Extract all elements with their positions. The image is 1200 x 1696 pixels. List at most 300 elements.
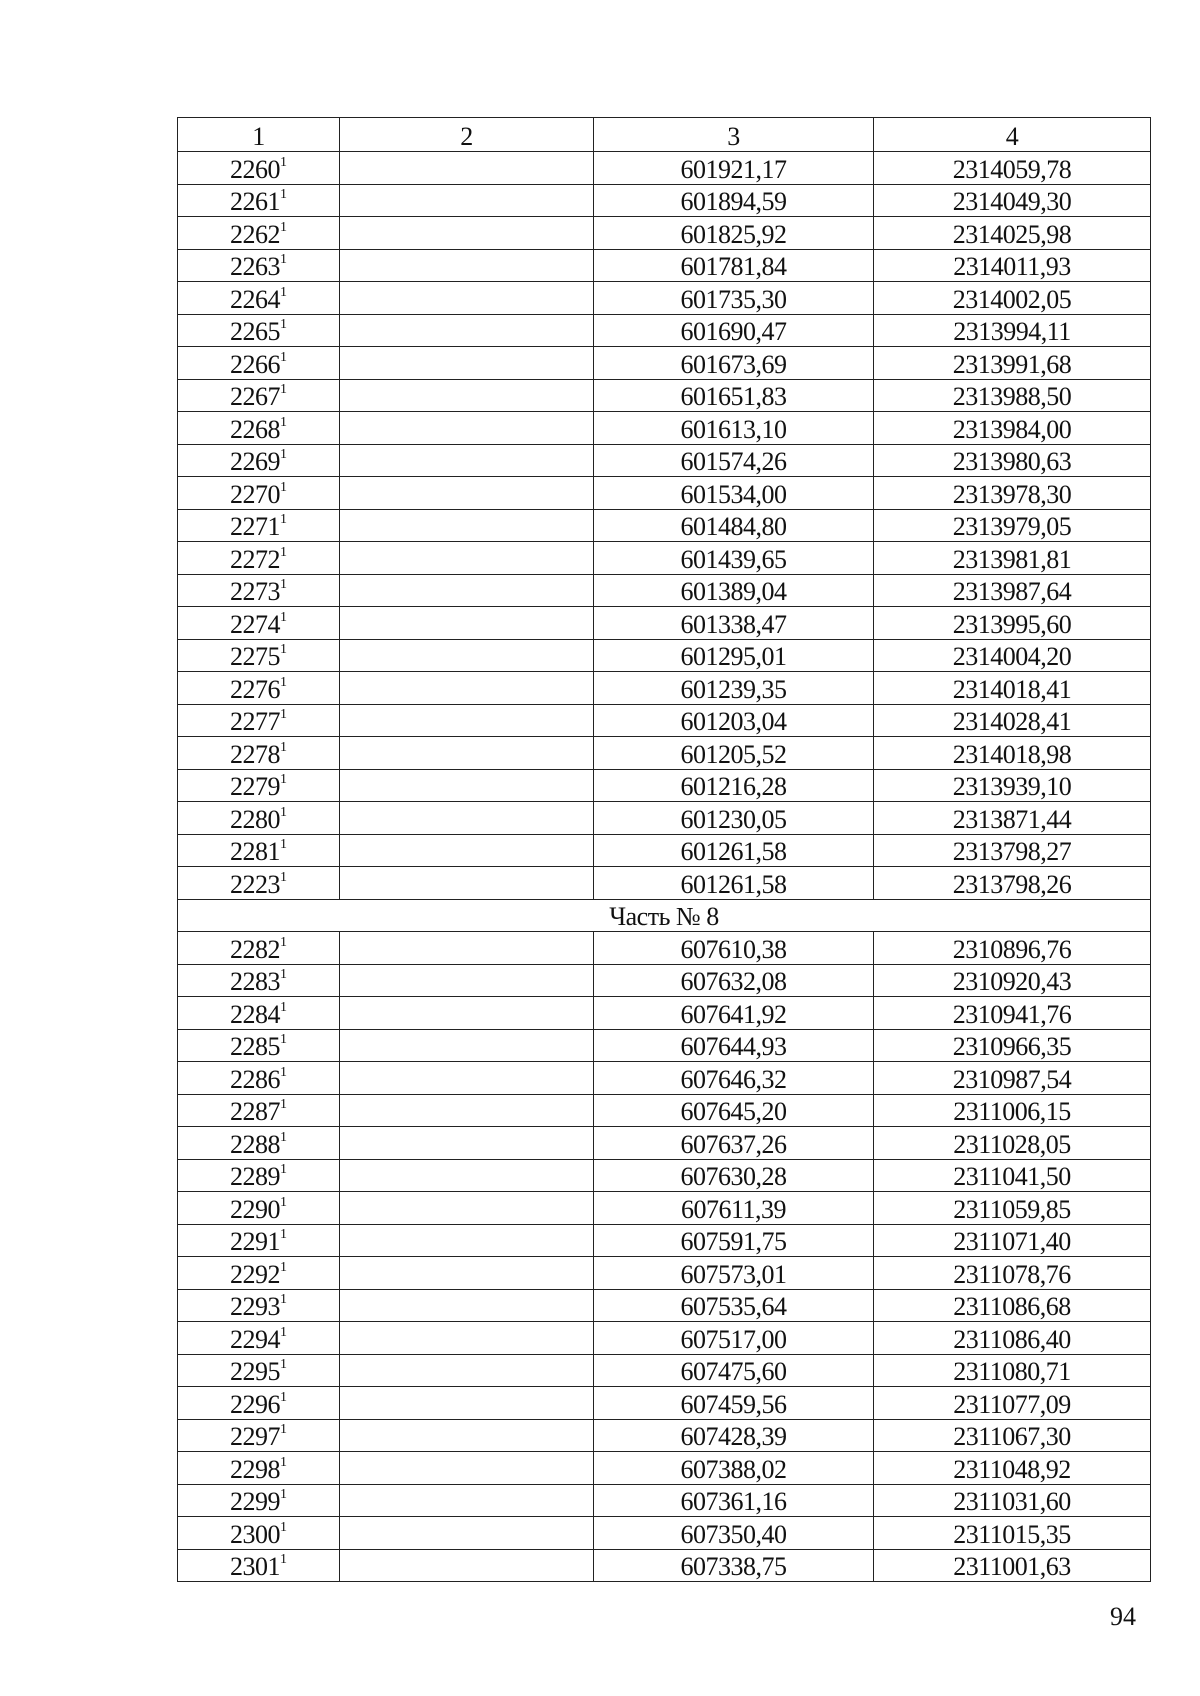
point-superscript: 1	[280, 577, 287, 592]
name-cell	[340, 737, 594, 770]
name-cell	[340, 379, 594, 412]
point-number: 2260	[230, 154, 280, 184]
point-superscript: 1	[280, 1097, 287, 1112]
point-superscript: 1	[280, 1454, 287, 1470]
point-number-cell	[178, 444, 340, 477]
point-number: 2294	[230, 1324, 280, 1354]
table-row	[178, 412, 1151, 445]
name-cell	[340, 217, 594, 250]
y-coordinate-cell: 2314025,98	[874, 217, 1151, 250]
table-row	[178, 1419, 1151, 1452]
point-number: 2262	[230, 219, 280, 249]
x-coordinate-cell: 601239,35	[594, 672, 874, 705]
point-superscript: 1	[280, 642, 287, 657]
point-number: 2263	[230, 252, 280, 281]
y-coordinate-cell: 2313978,30	[874, 477, 1151, 510]
table-row	[178, 477, 1151, 510]
point-superscript: 1	[280, 1194, 287, 1210]
name-cell	[340, 834, 594, 867]
header-cell-4: 4	[874, 118, 1151, 152]
point-number-cell	[178, 1094, 340, 1127]
x-coordinate-cell: 607641,92	[594, 997, 874, 1030]
point-number: 2301	[230, 1552, 280, 1581]
y-coordinate-cell: 2313991,68	[874, 347, 1151, 380]
name-cell	[340, 152, 594, 185]
point-superscript: 1	[280, 999, 287, 1015]
table-row	[178, 1289, 1151, 1322]
y-coordinate-cell: 2313988,50	[874, 379, 1151, 412]
x-coordinate-cell: 601673,69	[594, 347, 874, 380]
table-row	[178, 1387, 1151, 1420]
y-coordinate-cell: 2311015,35	[874, 1517, 1151, 1550]
page-number: 94	[1110, 1602, 1136, 1631]
point-superscript: 1	[280, 1162, 287, 1177]
y-coordinate-cell: 2313984,00	[874, 412, 1151, 445]
name-cell	[340, 769, 594, 802]
y-coordinate-cell: 2313798,26	[874, 867, 1151, 900]
table-row	[178, 379, 1151, 412]
table-row	[178, 542, 1151, 575]
x-coordinate-cell: 607637,26	[594, 1127, 874, 1160]
x-coordinate-cell: 601484,80	[594, 509, 874, 542]
y-coordinate-cell: 2314011,93	[874, 249, 1151, 282]
point-number-cell	[178, 704, 340, 737]
table-row	[178, 249, 1151, 282]
y-coordinate-cell: 2311086,40	[874, 1322, 1151, 1355]
x-coordinate-cell: 607611,39	[594, 1192, 874, 1225]
y-coordinate-cell: 2310987,54	[874, 1062, 1151, 1095]
point-number: 2261	[230, 187, 280, 216]
point-superscript: 1	[280, 447, 287, 462]
x-coordinate-cell: 607644,93	[594, 1029, 874, 1062]
x-coordinate-cell: 601261,58	[594, 867, 874, 900]
table-row	[178, 1452, 1151, 1485]
point-number: 2287	[230, 1097, 280, 1126]
table-row	[178, 1257, 1151, 1290]
name-cell	[340, 1029, 594, 1062]
point-number: 2296	[230, 1389, 280, 1419]
point-number-cell	[178, 574, 340, 607]
header-cell-3: 3	[594, 118, 874, 152]
name-cell	[340, 1549, 594, 1582]
x-coordinate-cell: 601439,65	[594, 542, 874, 575]
name-cell	[340, 1159, 594, 1192]
x-coordinate-cell: 601295,01	[594, 639, 874, 672]
y-coordinate-cell: 2314002,05	[874, 282, 1151, 315]
point-number-cell	[178, 1062, 340, 1095]
x-coordinate-cell: 601230,05	[594, 802, 874, 835]
point-number: 2265	[230, 317, 280, 346]
x-coordinate-cell: 607646,32	[594, 1062, 874, 1095]
point-number: 2223	[230, 869, 280, 899]
x-coordinate-cell: 601261,58	[594, 834, 874, 867]
point-number-cell	[178, 379, 340, 412]
y-coordinate-cell: 2311001,63	[874, 1549, 1151, 1582]
point-superscript: 1	[280, 967, 287, 982]
point-number-cell	[178, 997, 340, 1030]
x-coordinate-cell: 601825,92	[594, 217, 874, 250]
section-title-row	[178, 899, 1151, 932]
point-superscript: 1	[280, 772, 287, 787]
point-number-cell	[178, 1322, 340, 1355]
section-title: Часть № 8	[178, 899, 1151, 932]
point-superscript: 1	[280, 187, 287, 202]
name-cell	[340, 1484, 594, 1517]
table-row	[178, 834, 1151, 867]
y-coordinate-cell: 2311059,85	[874, 1192, 1151, 1225]
point-number: 2291	[230, 1227, 280, 1256]
point-superscript: 1	[280, 154, 287, 170]
name-cell	[340, 964, 594, 997]
y-coordinate-cell: 2313798,27	[874, 834, 1151, 867]
name-cell	[340, 1192, 594, 1225]
point-number-cell	[178, 607, 340, 640]
x-coordinate-cell: 607475,60	[594, 1354, 874, 1387]
point-superscript: 1	[280, 1519, 287, 1535]
table-row	[178, 737, 1151, 770]
y-coordinate-cell: 2314004,20	[874, 639, 1151, 672]
y-coordinate-cell: 2314028,41	[874, 704, 1151, 737]
point-number: 2269	[230, 447, 280, 476]
point-superscript: 1	[280, 1487, 287, 1502]
name-cell	[340, 412, 594, 445]
name-cell	[340, 477, 594, 510]
x-coordinate-cell: 607630,28	[594, 1159, 874, 1192]
point-superscript: 1	[280, 317, 287, 332]
y-coordinate-cell: 2311048,92	[874, 1452, 1151, 1485]
point-superscript: 1	[280, 934, 287, 950]
point-number: 2300	[230, 1519, 280, 1549]
point-number: 2292	[230, 1259, 280, 1289]
x-coordinate-cell: 601216,28	[594, 769, 874, 802]
x-coordinate-cell: 601613,10	[594, 412, 874, 445]
header-cell-2: 2	[340, 118, 594, 152]
x-coordinate-cell: 601690,47	[594, 314, 874, 347]
y-coordinate-cell: 2313979,05	[874, 509, 1151, 542]
table-row	[178, 867, 1151, 900]
table-row	[178, 1549, 1151, 1582]
table-row	[178, 1062, 1151, 1095]
point-number: 2289	[230, 1162, 280, 1191]
point-number: 2264	[230, 284, 280, 314]
name-cell	[340, 347, 594, 380]
table-row	[178, 1029, 1151, 1062]
header-row	[178, 118, 1151, 152]
x-coordinate-cell: 601781,84	[594, 249, 874, 282]
point-number: 2283	[230, 967, 280, 996]
table-row	[178, 1322, 1151, 1355]
table-row	[178, 639, 1151, 672]
name-cell	[340, 1517, 594, 1550]
table-row	[178, 282, 1151, 315]
x-coordinate-cell: 601894,59	[594, 184, 874, 217]
name-cell	[340, 932, 594, 965]
point-number-cell	[178, 1127, 340, 1160]
x-coordinate-cell: 601534,00	[594, 477, 874, 510]
name-cell	[340, 1257, 594, 1290]
point-superscript: 1	[280, 284, 287, 300]
table-row	[178, 672, 1151, 705]
x-coordinate-cell: 601735,30	[594, 282, 874, 315]
name-cell	[340, 1224, 594, 1257]
name-cell	[340, 574, 594, 607]
name-cell	[340, 184, 594, 217]
point-number-cell	[178, 412, 340, 445]
y-coordinate-cell: 2311031,60	[874, 1484, 1151, 1517]
table-row	[178, 607, 1151, 640]
y-coordinate-cell: 2313980,63	[874, 444, 1151, 477]
table-row	[178, 152, 1151, 185]
name-cell	[340, 1062, 594, 1095]
name-cell	[340, 314, 594, 347]
table-row	[178, 802, 1151, 835]
point-superscript: 1	[280, 414, 287, 430]
point-superscript: 1	[280, 1292, 287, 1307]
name-cell	[340, 639, 594, 672]
point-number: 2267	[230, 382, 280, 411]
y-coordinate-cell: 2314049,30	[874, 184, 1151, 217]
point-number: 2272	[230, 544, 280, 574]
table-row	[178, 997, 1151, 1030]
point-number-cell	[178, 1484, 340, 1517]
table-row	[178, 314, 1151, 347]
point-number: 2273	[230, 577, 280, 606]
y-coordinate-cell: 2314018,98	[874, 737, 1151, 770]
y-coordinate-cell: 2311041,50	[874, 1159, 1151, 1192]
point-number: 2275	[230, 642, 280, 671]
point-number-cell	[178, 769, 340, 802]
point-superscript: 1	[280, 544, 287, 560]
y-coordinate-cell: 2311067,30	[874, 1419, 1151, 1452]
point-superscript: 1	[280, 349, 287, 365]
y-coordinate-cell: 2310966,35	[874, 1029, 1151, 1062]
table-row	[178, 704, 1151, 737]
y-coordinate-cell: 2310920,43	[874, 964, 1151, 997]
x-coordinate-cell: 607632,08	[594, 964, 874, 997]
point-superscript: 1	[280, 1324, 287, 1340]
point-number: 2274	[230, 609, 280, 639]
name-cell	[340, 1322, 594, 1355]
name-cell	[340, 1452, 594, 1485]
y-coordinate-cell: 2311077,09	[874, 1387, 1151, 1420]
point-number: 2288	[230, 1129, 280, 1159]
point-number: 2299	[230, 1487, 280, 1516]
y-coordinate-cell: 2313995,60	[874, 607, 1151, 640]
y-coordinate-cell: 2311006,15	[874, 1094, 1151, 1127]
name-cell	[340, 1354, 594, 1387]
point-number-cell	[178, 184, 340, 217]
x-coordinate-cell: 607573,01	[594, 1257, 874, 1290]
name-cell	[340, 704, 594, 737]
point-number: 2270	[230, 479, 280, 509]
table-row	[178, 347, 1151, 380]
point-superscript: 1	[280, 609, 287, 625]
y-coordinate-cell: 2313939,10	[874, 769, 1151, 802]
point-superscript: 1	[280, 869, 287, 885]
x-coordinate-cell: 607428,39	[594, 1419, 874, 1452]
point-number-cell	[178, 834, 340, 867]
point-superscript: 1	[280, 1552, 287, 1567]
point-number-cell	[178, 639, 340, 672]
point-number-cell	[178, 1159, 340, 1192]
point-superscript: 1	[280, 382, 287, 397]
y-coordinate-cell: 2313871,44	[874, 802, 1151, 835]
table-row	[178, 1517, 1151, 1550]
point-number: 2271	[230, 512, 280, 541]
y-coordinate-cell: 2311071,40	[874, 1224, 1151, 1257]
point-number-cell	[178, 1452, 340, 1485]
point-number: 2297	[230, 1422, 280, 1451]
point-number: 2268	[230, 414, 280, 444]
table-row	[178, 769, 1151, 802]
table-row	[178, 964, 1151, 997]
point-number-cell	[178, 1419, 340, 1452]
point-number-cell	[178, 1517, 340, 1550]
point-number: 2277	[230, 707, 280, 736]
y-coordinate-cell: 2313981,81	[874, 542, 1151, 575]
point-number-cell	[178, 509, 340, 542]
point-superscript: 1	[280, 1357, 287, 1372]
point-superscript: 1	[280, 1032, 287, 1047]
name-cell	[340, 249, 594, 282]
point-number-cell	[178, 867, 340, 900]
point-number-cell	[178, 347, 340, 380]
point-number-cell	[178, 932, 340, 965]
point-number: 2293	[230, 1292, 280, 1321]
point-number: 2284	[230, 999, 280, 1029]
table-row	[178, 217, 1151, 250]
x-coordinate-cell: 601203,04	[594, 704, 874, 737]
y-coordinate-cell: 2311080,71	[874, 1354, 1151, 1387]
table-row	[178, 1127, 1151, 1160]
y-coordinate-cell: 2310941,76	[874, 997, 1151, 1030]
point-superscript: 1	[280, 804, 287, 820]
x-coordinate-cell: 607350,40	[594, 1517, 874, 1550]
point-number-cell	[178, 542, 340, 575]
name-cell	[340, 672, 594, 705]
point-number: 2266	[230, 349, 280, 379]
point-number-cell	[178, 1289, 340, 1322]
point-number-cell	[178, 1387, 340, 1420]
point-number-cell	[178, 1549, 340, 1582]
x-coordinate-cell: 607610,38	[594, 932, 874, 965]
point-number-cell	[178, 217, 340, 250]
point-number-cell	[178, 477, 340, 510]
point-superscript: 1	[280, 1064, 287, 1080]
name-cell	[340, 607, 594, 640]
table-body	[178, 152, 1151, 1582]
x-coordinate-cell: 607388,02	[594, 1452, 874, 1485]
x-coordinate-cell: 601574,26	[594, 444, 874, 477]
y-coordinate-cell: 2310896,76	[874, 932, 1151, 965]
table-row	[178, 1094, 1151, 1127]
point-superscript: 1	[280, 512, 287, 527]
name-cell	[340, 444, 594, 477]
x-coordinate-cell: 607517,00	[594, 1322, 874, 1355]
point-number: 2290	[230, 1194, 280, 1224]
name-cell	[340, 1094, 594, 1127]
x-coordinate-cell: 601921,17	[594, 152, 874, 185]
x-coordinate-cell: 607459,56	[594, 1387, 874, 1420]
table-row	[178, 444, 1151, 477]
name-cell	[340, 1419, 594, 1452]
y-coordinate-cell: 2311078,76	[874, 1257, 1151, 1290]
point-superscript: 1	[280, 1389, 287, 1405]
y-coordinate-cell: 2314059,78	[874, 152, 1151, 185]
name-cell	[340, 802, 594, 835]
point-number-cell	[178, 314, 340, 347]
point-number-cell	[178, 1257, 340, 1290]
point-number: 2278	[230, 739, 280, 769]
name-cell	[340, 867, 594, 900]
name-cell	[340, 997, 594, 1030]
point-number: 2279	[230, 772, 280, 801]
x-coordinate-cell: 607535,64	[594, 1289, 874, 1322]
name-cell	[340, 282, 594, 315]
table-row	[178, 509, 1151, 542]
table-row	[178, 1484, 1151, 1517]
name-cell	[340, 1127, 594, 1160]
point-number-cell	[178, 672, 340, 705]
table-row	[178, 1224, 1151, 1257]
y-coordinate-cell: 2313994,11	[874, 314, 1151, 347]
point-number-cell	[178, 737, 340, 770]
point-superscript: 1	[280, 219, 287, 235]
table-header	[178, 118, 1151, 152]
table-row	[178, 932, 1151, 965]
x-coordinate-cell: 607591,75	[594, 1224, 874, 1257]
point-superscript: 1	[280, 1129, 287, 1145]
name-cell	[340, 542, 594, 575]
y-coordinate-cell: 2313987,64	[874, 574, 1151, 607]
point-number-cell	[178, 802, 340, 835]
point-number: 2280	[230, 804, 280, 834]
name-cell	[340, 1387, 594, 1420]
point-superscript: 1	[280, 707, 287, 722]
point-number-cell	[178, 152, 340, 185]
x-coordinate-cell: 607361,16	[594, 1484, 874, 1517]
point-superscript: 1	[280, 479, 287, 495]
point-number-cell	[178, 1354, 340, 1387]
point-number: 2282	[230, 934, 280, 964]
point-number: 2286	[230, 1064, 280, 1094]
x-coordinate-cell: 601651,83	[594, 379, 874, 412]
header-cell-1: 1	[178, 118, 340, 152]
point-superscript: 1	[280, 1422, 287, 1437]
point-superscript: 1	[280, 252, 287, 267]
point-number-cell	[178, 1224, 340, 1257]
coordinates-table	[177, 117, 1151, 1582]
y-coordinate-cell: 2311086,68	[874, 1289, 1151, 1322]
point-superscript: 1	[280, 1227, 287, 1242]
x-coordinate-cell: 601205,52	[594, 737, 874, 770]
table-row	[178, 1192, 1151, 1225]
table-row	[178, 1354, 1151, 1387]
point-superscript: 1	[280, 837, 287, 852]
table-row	[178, 1159, 1151, 1192]
point-number-cell	[178, 1192, 340, 1225]
x-coordinate-cell: 607338,75	[594, 1549, 874, 1582]
x-coordinate-cell: 601389,04	[594, 574, 874, 607]
point-number: 2295	[230, 1357, 280, 1386]
table-row	[178, 574, 1151, 607]
point-number: 2276	[230, 674, 280, 704]
point-superscript: 1	[280, 1259, 287, 1275]
x-coordinate-cell: 607645,20	[594, 1094, 874, 1127]
y-coordinate-cell: 2314018,41	[874, 672, 1151, 705]
point-superscript: 1	[280, 739, 287, 755]
point-number-cell	[178, 282, 340, 315]
